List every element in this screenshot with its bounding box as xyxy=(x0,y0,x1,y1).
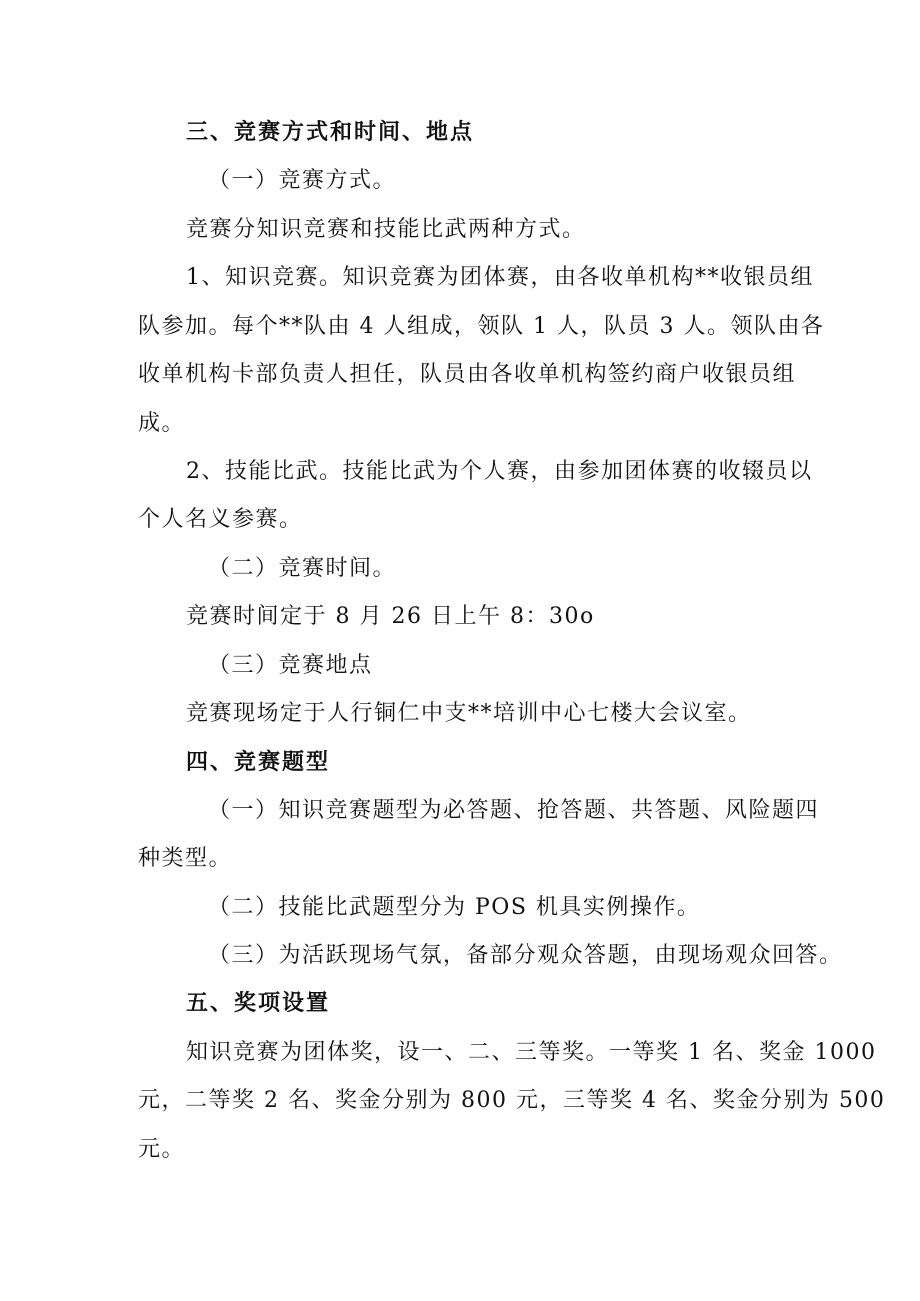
paragraph-line: 收单机构卡部负责人担任，队员由各收单机构签约商户收银员组 xyxy=(138,362,797,387)
paragraph-line: 1、知识竞赛。知识竞赛为团体赛，由各收单机构**收银员组 xyxy=(186,265,814,290)
paragraph-line: 元，二等奖 2 名、奖金分别为 800 元，三等奖 4 名、奖金分别为 500 xyxy=(138,1088,886,1113)
paragraph-line: 种类型。 xyxy=(138,846,233,871)
section-heading: 五、奖项设置 xyxy=(186,990,331,1016)
paragraph-line: 队参加。每个**队由 4 人组成，领队 1 人，队员 3 人。领队由各 xyxy=(138,314,825,339)
subsection-title: （二）竞赛时间。 xyxy=(208,556,397,581)
paragraph-line: 元。 xyxy=(138,1137,186,1162)
paragraph-line: 2、技能比武。技能比武为个人赛，由参加团体赛的收辍员以 xyxy=(186,459,813,484)
section-heading: 四、竞赛题型 xyxy=(186,749,331,775)
paragraph-line: 个人名义参赛。 xyxy=(138,507,303,532)
paragraph-line: 成。 xyxy=(138,411,186,436)
paragraph-line: （三）为活跃现场气氛，备部分观众答题，由现场观众回答。 xyxy=(208,943,843,968)
paragraph-line: （一）知识竞赛题型为必答题、抢答题、共答题、风险题四 xyxy=(208,798,820,823)
subsection-title: （三）竞赛地点 xyxy=(208,653,373,678)
paragraph-line: （二）技能比武题型分为 POS 机具实例操作。 xyxy=(208,895,701,920)
paragraph-line: 竞赛时间定于 8 月 26 日上午 8：30o xyxy=(186,604,595,629)
subsection-title: （一）竞赛方式。 xyxy=(208,168,397,193)
section-heading: 三、竞赛方式和时间、地点 xyxy=(186,119,475,145)
paragraph-line: 竞赛现场定于人行铜仁中支**培训中心七楼大会议室。 xyxy=(186,701,752,726)
paragraph-line: 竞赛分知识竞赛和技能比武两种方式。 xyxy=(186,217,586,242)
paragraph-line: 知识竞赛为团体奖，设一、二、三等奖。一等奖 1 名、奖金 1000 xyxy=(186,1040,877,1065)
